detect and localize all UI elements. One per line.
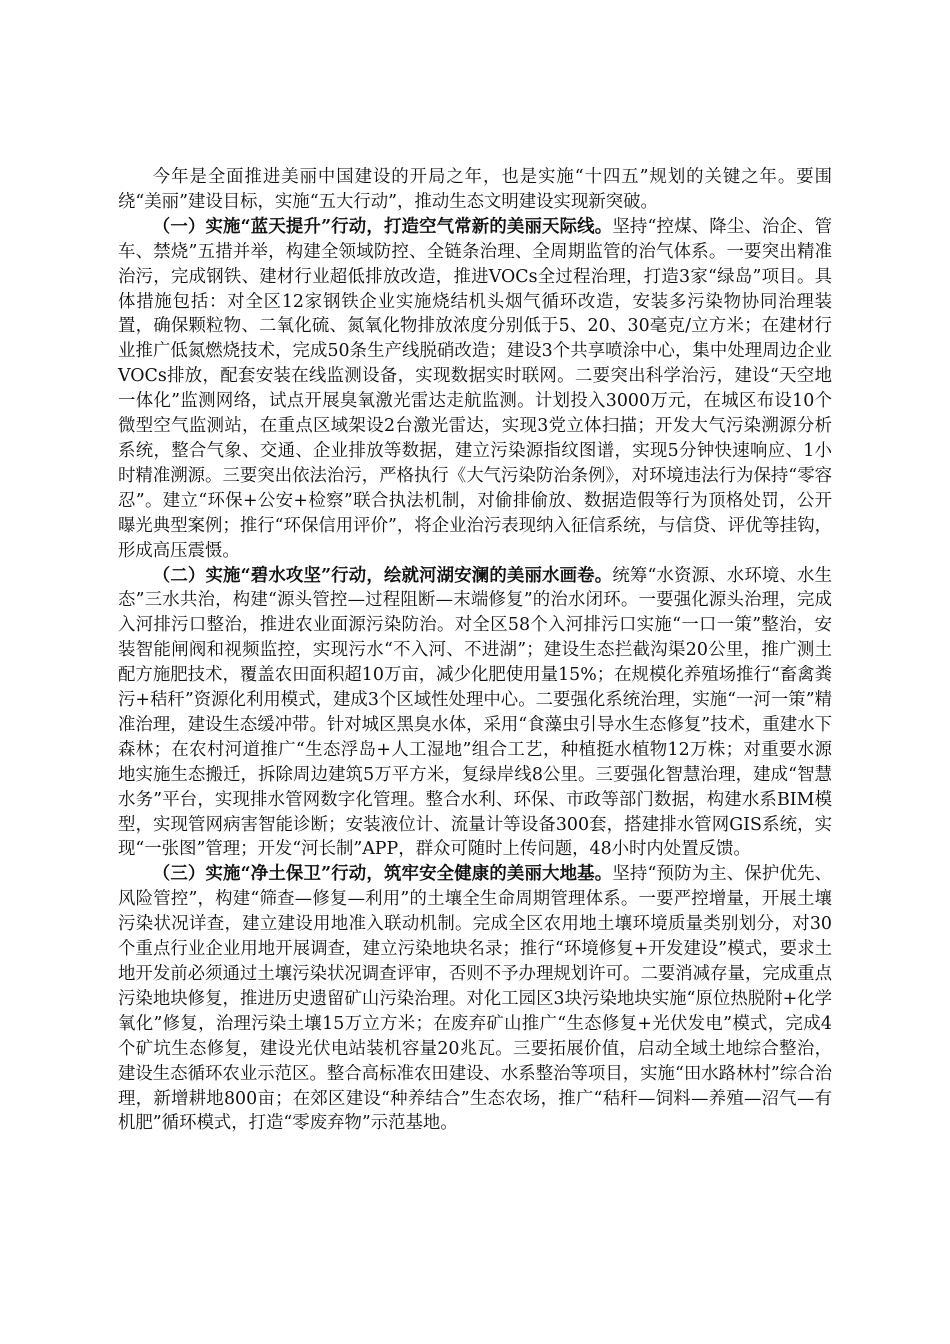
section-body-1: 坚持“控煤、降尘、治企、管车、禁烧”五措并举，构建全领域防控、全链条治理、全周期监管的治气体系。一要突出精准治污，完成钢铁、建材行业超低排放改造，推进VOCs全过程治理，打造3家“绿岛”项目。具体措施包括：对全区12家钢铁企业实施烧结机头烟气循环改造，安装多污染物协同治理装置，确保颗粒物、二氧化硫、氮氧化物排放浓度分别低于5、20、30毫克/立方米；在建材行业推广低氮燃烧技术，完成50条生产线脱硝改造；建设3个共享喷涂中心，集中处理周边企业VOCs排放，配套安装在线监测设备，实现数据实时联网。二要突出科学治污，建设“天空地一体化”监测网络，试点开展臭氧激光雷达走航监测。计划投入3000万元，在城区布设10个微型空气监测站，在重点区域架设2台激光雷达，实现3党立体扫描；开发大气污染溯源分析系统，整合气象、交通、企业排放等数据，建立污染源指纹图谱，实现5分钟快速响应、1小时精准溯源。三要突出依法治污，严格执行《大气污染防治条例》，对环境违法行为保持“零容忍”。建立“环保+公安+检察”联合执法机制，对偷排偷放、数据造假等行为顶格处罚，公开曝光典型案例；推行“环保信用评价”，将企业治污表现纳入征信系统，与信贷、评优等挂钩，形成高压震慑。	[118, 216, 832, 561]
section-body-3: 坚持“预防为主、保护优先、风险管控”，构建“筛查—修复—利用”的土壤全生命周期管理体系。一要严控增量，开展土壤污染状况详查，建立建设用地准入联动机制。完成全区农用地土壤环境质量类别划分，对30个重点行业企业用地开展调查，建立污染地块名录；推行“环境修复+开发建设”模式，要求土地开发前必须通过土壤污染状况调查评审，否则不予办理规划许可。二要消减存量，完成重点污染地块修复，推进历史遗留矿山污染治理。对化工园区3块污染地块实施“原位热脱附+化学氧化”修复，治理污染土壤15万立方米；在废弃矿山推广“生态修复+光伏发电”模式，完成4个矿坑生态修复，建设光伏电站装机容量20兆瓦。三要拓展价值，启动全域土地综合整治，建设生态循环农业示范区。整合高标准农田建设、水系整治等项目，实施“田水路林村”综合治理，新增耕地800亩；在郊区建设“种养结合”生态农场，推广“秸秆—饲料—养殖—沼气—有机肥”循环模式，打造“零废弃物”示范基地。	[118, 864, 832, 1134]
section-heading-1: （一）实施“蓝天提升”行动，打造空气常新的美丽天际线。	[152, 216, 613, 237]
section-paragraph-3	[118, 862, 832, 1136]
section-paragraph-2	[118, 564, 832, 863]
section-heading-2: （二）实施“碧水攻坚”行动，绘就河湖安澜的美丽水画卷。	[152, 565, 613, 586]
section-heading-3: （三）实施“净土保卫”行动，筑牢安全健康的美丽大地基。	[152, 864, 613, 885]
intro-paragraph: 今年是全面推进美丽中国建设的开局之年，也是实施“十四五”规划的关键之年。要围绕“美丽”建设目标，实施“五大行动”，推动生态文明建设实现新突破。	[118, 167, 832, 212]
document-body	[118, 165, 832, 1136]
section-paragraph-1	[118, 215, 832, 564]
section-body-2: 统筹“水资源、水环境、水生态”三水共治，构建“源头管控—过程阻断—末端修复”的治水闭环。一要强化源头治理，完成入河排污口整治，推进农业面源污染防治。对全区58个入河排污口实施“一口一策”整治，安装智能闸阀和视频监控，实现污水“不入河、不进湖”；建设生态拦截沟渠20公里，推广测土配方施肥技术，覆盖农田面积超10万亩，减少化肥使用量15%；在规模化养殖场推行“畜禽粪污+秸秆”资源化利用模式，建成3个区域性处理中心。二要强化系统治理，实施“一河一策”精准治理，建设生态缓冲带。针对城区黑臭水体，采用“食藻虫引导水生态修复”技术，重建水下森林；在农村河道推广“生态浮岛+人工湿地”组合工艺，种植挺水植物12万株；对重要水源地实施生态搬迁，拆除周边建筑5万平方米，复绿岸线8公里。三要强化智慧治理，建成“智慧水务”平台，实现排水管网数字化管理。整合水利、环保、市政等部门数据，构建水系BIM模型，实现管网病害智能诊断；安装液位计、流量计等设备300套，搭建排水管网GIS系统，实现“一张图”管理；开发“河长制”APP，群众可随时上传问题，48小时内处置反馈。	[118, 565, 832, 860]
